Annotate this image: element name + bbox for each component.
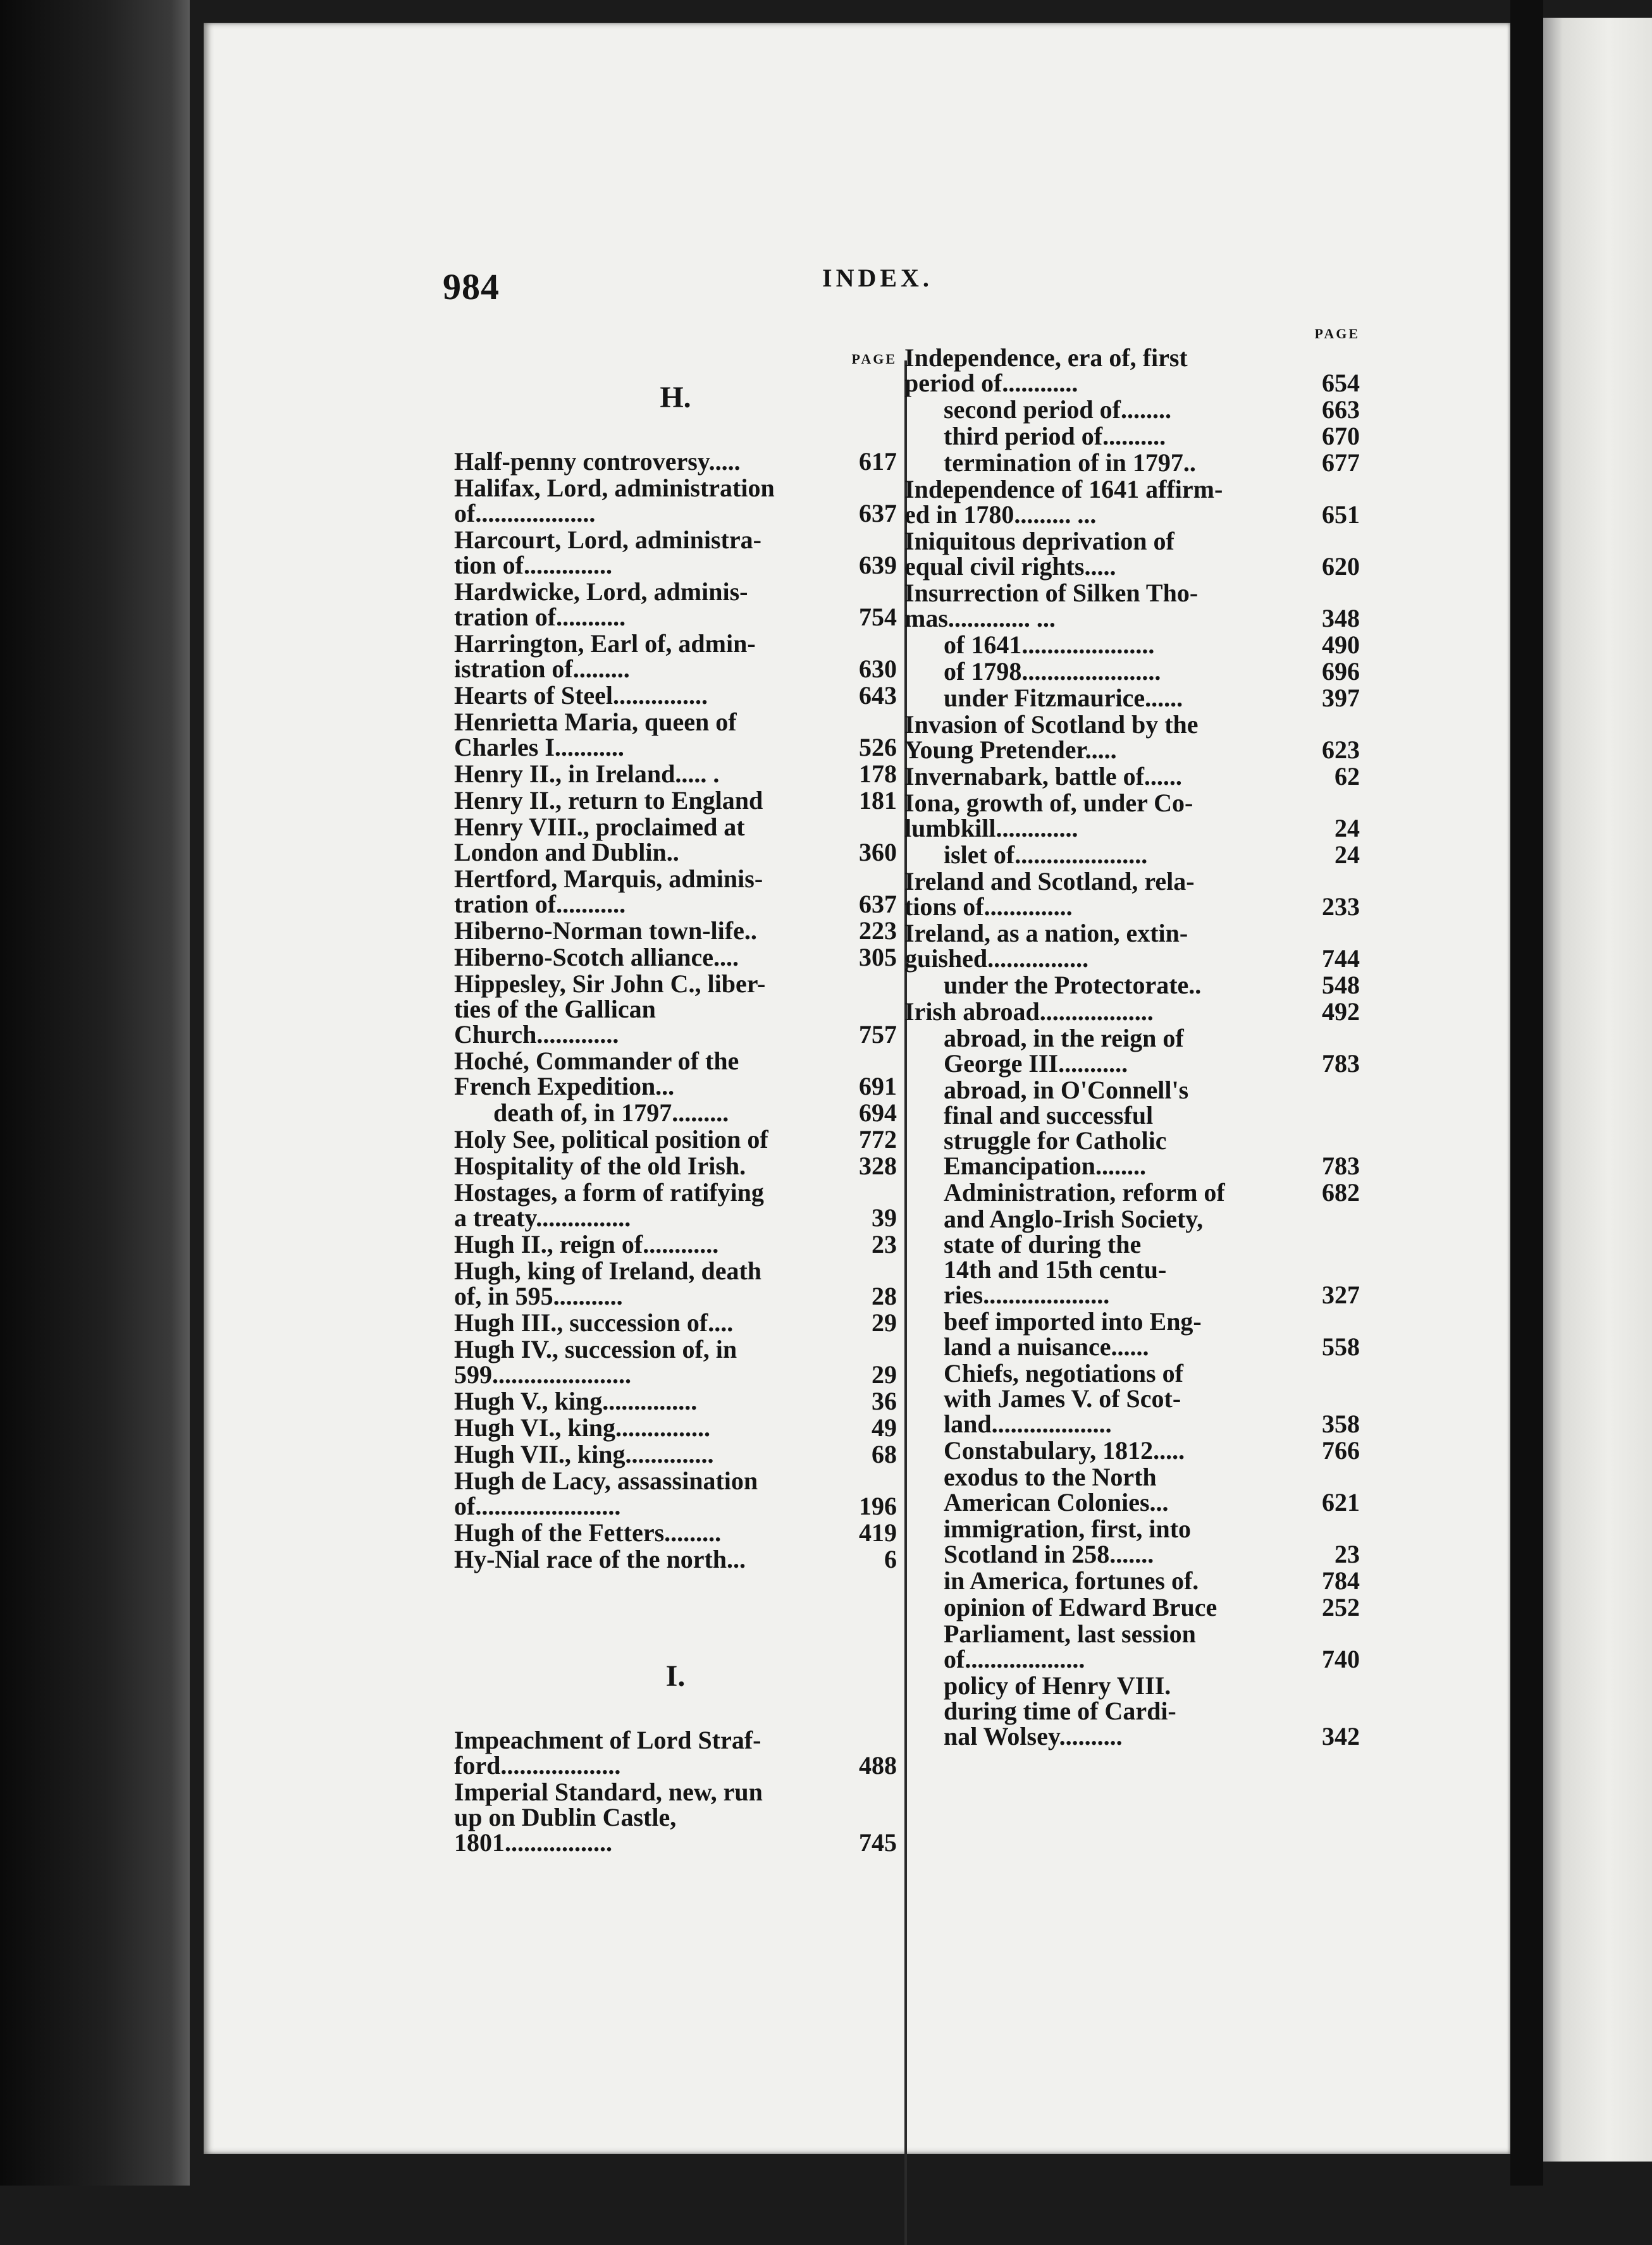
index-entry-text: Hugh III., succession of.... <box>454 1308 734 1337</box>
running-head: INDEX. <box>822 264 933 292</box>
index-entry <box>904 529 1360 579</box>
page-column-label: PAGE <box>1314 326 1360 341</box>
index-entry-page: 492 <box>1322 997 1360 1026</box>
index-entry-text: Iona, growth of, under Co- lumbkill............. <box>904 789 1193 842</box>
index-entry-text: in America, fortunes of. <box>944 1566 1199 1595</box>
index-entry <box>904 686 1360 711</box>
index-entry-page: 637 <box>859 499 897 527</box>
index-entry-text: Holy See, political position of <box>454 1125 768 1153</box>
index-entry-text: Iniquitous deprivation of equal civil rights..... <box>904 527 1174 581</box>
index-entry-page: 663 <box>1322 395 1360 424</box>
index-entry <box>454 945 897 970</box>
index-entry-page: 327 <box>1322 1281 1360 1309</box>
index-entry-text: opinion of Edward Bruce <box>944 1593 1217 1621</box>
index-entry <box>904 1026 1360 1076</box>
index-entry-page: 620 <box>1322 552 1360 581</box>
index-entry <box>904 869 1360 920</box>
index-entry <box>454 1127 897 1152</box>
index-entry-page: 6 <box>884 1545 897 1573</box>
index-entry-text: Henry VIII., proclaimed at London and Dublin.. <box>454 813 745 866</box>
index-entry <box>454 1100 897 1126</box>
index-entry-page: 233 <box>1322 892 1360 921</box>
index-entry <box>454 1520 897 1546</box>
section-heading-h: H. <box>660 381 691 414</box>
index-entry <box>904 1621 1360 1672</box>
index-entry <box>904 712 1360 763</box>
index-entry-text: under Fitzmaurice...... <box>944 684 1183 712</box>
index-entry-text: Hugh of the Fetters......... <box>454 1518 722 1547</box>
index-entry <box>454 683 897 708</box>
index-entry <box>904 921 1360 971</box>
index-entry <box>454 1153 897 1179</box>
index-entry-page: 639 <box>859 551 897 579</box>
index-entry <box>454 1337 897 1387</box>
index-entry-page: 548 <box>1322 971 1360 999</box>
index-entry <box>454 1310 897 1336</box>
index-entry <box>454 1180 897 1231</box>
index-entry-list <box>904 345 1360 1749</box>
index-entry-text: third period of.......... <box>944 422 1166 450</box>
index-entry-text: and Anglo-Irish Society, state of during the 14th and 15th centu- ries.................... <box>944 1205 1204 1309</box>
index-entry <box>904 345 1360 396</box>
index-entry-page: 643 <box>859 681 897 710</box>
index-entry <box>454 918 897 944</box>
index-entry <box>904 790 1360 841</box>
page-number: 984 <box>443 266 500 307</box>
index-entry <box>454 1728 897 1778</box>
index-entry-page: 348 <box>1322 604 1360 632</box>
index-entry <box>904 477 1360 527</box>
index-entry <box>454 1049 897 1099</box>
index-entry-page: 360 <box>859 838 897 866</box>
index-entry-text: of 1641..................... <box>944 630 1155 659</box>
index-entry-page: 490 <box>1322 630 1360 659</box>
page-column-label: PAGE <box>851 351 897 367</box>
index-entry-text: of 1798...................... <box>944 657 1161 686</box>
index-entry <box>904 1438 1360 1463</box>
index-entry-text: beef imported into Eng- land a nuisance...... <box>944 1307 1202 1361</box>
index-entry-page: 754 <box>859 603 897 631</box>
index-column-left <box>454 348 897 1857</box>
index-entry-text: Hiberno-Norman town-life.. <box>454 916 757 945</box>
index-entry-text: Half-penny controversy..... <box>454 447 741 476</box>
index-entry-page: 670 <box>1322 422 1360 450</box>
index-entry <box>454 788 897 813</box>
index-entry-text: Hugh VI., king............... <box>454 1413 710 1442</box>
index-entry <box>454 1442 897 1467</box>
index-entry <box>904 973 1360 998</box>
index-entry-page: 49 <box>872 1413 897 1442</box>
index-entry-page: 252 <box>1322 1593 1360 1621</box>
index-entry <box>454 866 897 917</box>
index-entry-text: Henry II., in Ireland..... . <box>454 760 720 788</box>
index-entry-page: 691 <box>859 1072 897 1100</box>
index-entry <box>454 761 897 787</box>
index-entry-text: islet of..................... <box>944 840 1148 869</box>
index-entry <box>904 1568 1360 1594</box>
index-entry-text: Harrington, Earl of, admin- istration of......... <box>454 629 756 683</box>
index-entry-text: Constabulary, 1812..... <box>944 1436 1185 1465</box>
index-entry-page: 558 <box>1322 1332 1360 1361</box>
index-entry-page: 772 <box>859 1125 897 1153</box>
index-entry-page: 24 <box>1335 840 1360 869</box>
index-entry-page: 621 <box>1322 1488 1360 1516</box>
index-entry <box>454 476 897 526</box>
index-entry <box>454 1415 897 1441</box>
index-entry-page: 305 <box>859 943 897 971</box>
index-entry <box>904 1078 1360 1179</box>
index-entry-list <box>454 1728 897 1855</box>
index-entry-page: 24 <box>1335 814 1360 842</box>
index-entry-page: 637 <box>859 890 897 918</box>
index-entry <box>454 710 897 760</box>
index-entry <box>904 1516 1360 1567</box>
index-entry <box>904 999 1360 1024</box>
index-entry-text: Impeachment of Lord Straf- ford................... <box>454 1726 761 1780</box>
index-entry <box>454 1468 897 1519</box>
index-entry-page: 23 <box>872 1230 897 1258</box>
index-entry <box>904 1180 1360 1205</box>
index-entry-text: abroad, in the reign of George III........... <box>944 1024 1184 1078</box>
index-entry-page: 745 <box>859 1828 897 1857</box>
index-entry <box>904 1309 1360 1360</box>
index-entry-page: 630 <box>859 655 897 683</box>
index-entry-page: 677 <box>1322 448 1360 477</box>
index-entry-text: Hostages, a form of ratifying a treaty............... <box>454 1178 764 1232</box>
index-entry-text: termination of in 1797.. <box>944 448 1196 477</box>
index-entry <box>904 659 1360 684</box>
index-entry-text: exodus to the North American Colonies... <box>944 1463 1169 1516</box>
index-entry-page: 178 <box>859 760 897 788</box>
index-entry <box>904 1361 1360 1437</box>
index-entry-text: Hiberno-Scotch alliance.... <box>454 943 739 971</box>
index-entry <box>454 1780 897 1855</box>
index-entry <box>904 1207 1360 1308</box>
index-entry <box>454 971 897 1047</box>
index-entry-text: Hugh, king of Ireland, death of, in 595........... <box>454 1257 762 1310</box>
index-entry-page: 397 <box>1322 684 1360 712</box>
index-entry-text: Hugh de Lacy, assassination of....................... <box>454 1467 758 1520</box>
index-entry-text: Ireland, as a nation, extin- guished................ <box>904 919 1188 973</box>
index-entry-page: 68 <box>872 1440 897 1468</box>
index-entry-page: 766 <box>1322 1436 1360 1465</box>
index-entry-text: Insurrection of Silken Tho- mas............. ... <box>904 579 1199 632</box>
index-entry-page: 223 <box>859 916 897 945</box>
index-entry-page: 419 <box>859 1518 897 1547</box>
index-entry-text: Hugh VII., king.............. <box>454 1440 714 1468</box>
index-entry-page: 39 <box>872 1203 897 1232</box>
index-entry-text: Ireland and Scotland, rela- tions of.............. <box>904 867 1195 921</box>
index-entry-text: Hugh II., reign of............ <box>454 1230 719 1258</box>
index-entry <box>454 1389 897 1414</box>
index-entry-page: 181 <box>859 786 897 815</box>
index-entry-text: Hugh IV., succession of, in 599...................... <box>454 1335 737 1389</box>
index-entry-text: Irish abroad.................. <box>904 997 1154 1026</box>
index-entry-page: 358 <box>1322 1410 1360 1438</box>
index-entry <box>454 631 897 682</box>
index-entry-text: Henrietta Maria, queen of Charles I........... <box>454 708 737 761</box>
index-entry-text: Parliament, last session of................... <box>944 1620 1196 1673</box>
index-entry-page: 623 <box>1322 735 1360 764</box>
index-entry-page: 682 <box>1322 1178 1360 1207</box>
book-spine <box>0 0 190 2186</box>
index-entry-text: under the Protectorate.. <box>944 971 1202 999</box>
adjacent-page <box>1543 18 1652 2162</box>
index-entry-text: immigration, first, into Scotland in 258....... <box>944 1515 1192 1568</box>
index-entry-page: 654 <box>1322 369 1360 397</box>
index-column-right <box>904 323 1360 1750</box>
index-entry <box>454 579 897 630</box>
index-entry-text: Hospitality of the old Irish. <box>454 1152 746 1180</box>
index-entry-page: 29 <box>872 1308 897 1337</box>
index-entry-page: 62 <box>1335 762 1360 790</box>
index-entry <box>454 1258 897 1309</box>
index-entry-text: Hearts of Steel............... <box>454 681 708 710</box>
section-gap <box>454 1573 897 1649</box>
index-entry-page: 617 <box>859 447 897 476</box>
index-entry-text: Hippesley, Sir John C., liber- ties of the Gallican Church............. <box>454 969 766 1049</box>
page-gutter <box>1510 0 1543 2186</box>
index-entry-page: 196 <box>859 1492 897 1520</box>
index-entry <box>904 397 1360 422</box>
index-entry-text: Imperial Standard, new, run up on Dublin Castle, 1801................. <box>454 1778 763 1857</box>
index-entry <box>904 581 1360 631</box>
index-entry-page: 784 <box>1322 1566 1360 1595</box>
index-entry-text: abroad, in O'Connell's final and successful struggle for Catholic Emancipation........ <box>944 1076 1189 1180</box>
index-entry-page: 744 <box>1322 944 1360 973</box>
index-entry-text: Hugh V., king............... <box>454 1387 698 1415</box>
index-entry <box>454 1232 897 1257</box>
index-entry-text: Chiefs, negotiations of with James V. of Scot- land................... <box>944 1359 1183 1438</box>
index-entry <box>904 1465 1360 1515</box>
index-entry-page: 526 <box>859 733 897 761</box>
index-entry-text: Hoché, Commander of the French Expedition... <box>454 1047 739 1100</box>
index-entry <box>904 424 1360 449</box>
index-entry-text: second period of........ <box>944 395 1171 424</box>
section-heading-i: I. <box>665 1659 686 1693</box>
index-entry-page: 740 <box>1322 1645 1360 1673</box>
index-entry <box>904 764 1360 789</box>
index-entry-page: 696 <box>1322 657 1360 686</box>
index-entry-text: Halifax, Lord, administration of................... <box>454 474 775 527</box>
index-entry <box>904 632 1360 658</box>
index-entry-text: Invasion of Scotland by the Young Pretender..... <box>904 710 1199 764</box>
index-entry-page: 342 <box>1322 1722 1360 1750</box>
index-entry-page: 488 <box>859 1751 897 1780</box>
index-entry-list <box>454 449 897 1572</box>
index-entry <box>454 815 897 865</box>
index-entry-page: 29 <box>872 1360 897 1389</box>
index-entry-page: 694 <box>859 1098 897 1127</box>
index-entry <box>904 1673 1360 1749</box>
index-entry <box>904 450 1360 476</box>
index-entry-page: 651 <box>1322 500 1360 529</box>
index-entry-text: Hardwicke, Lord, adminis- tration of........... <box>454 577 748 631</box>
index-entry-page: 328 <box>859 1152 897 1180</box>
index-entry <box>904 1595 1360 1620</box>
index-entry-text: Invernabark, battle of...... <box>904 762 1182 790</box>
index-entry-text: Hy-Nial race of the north... <box>454 1545 746 1573</box>
index-entry <box>454 527 897 578</box>
index-entry-text: Hertford, Marquis, adminis- tration of........... <box>454 864 763 918</box>
index-entry-text: Henry II., return to England <box>454 786 763 815</box>
index-entry <box>904 842 1360 868</box>
index-entry-page: 23 <box>1335 1540 1360 1568</box>
index-entry-text: death of, in 1797......... <box>493 1098 729 1127</box>
index-entry-text: Harcourt, Lord, administra- tion of.............. <box>454 526 761 579</box>
index-entry-text: Independence, era of, first period of............ <box>904 343 1188 397</box>
index-entry-page: 783 <box>1322 1152 1360 1180</box>
index-entry-page: 28 <box>872 1282 897 1310</box>
index-entry-page: 757 <box>859 1020 897 1049</box>
index-entry-page: 36 <box>872 1387 897 1415</box>
index-entry <box>454 449 897 474</box>
index-entry-page: 783 <box>1322 1049 1360 1078</box>
index-entry-text: Independence of 1641 affirm- ed in 1780......... ... <box>904 475 1223 529</box>
index-entry-text: policy of Henry VIII. during time of Cardi- nal Wolsey.......... <box>944 1671 1176 1750</box>
index-entry-text: Administration, reform of <box>944 1178 1225 1207</box>
index-entry <box>454 1547 897 1572</box>
